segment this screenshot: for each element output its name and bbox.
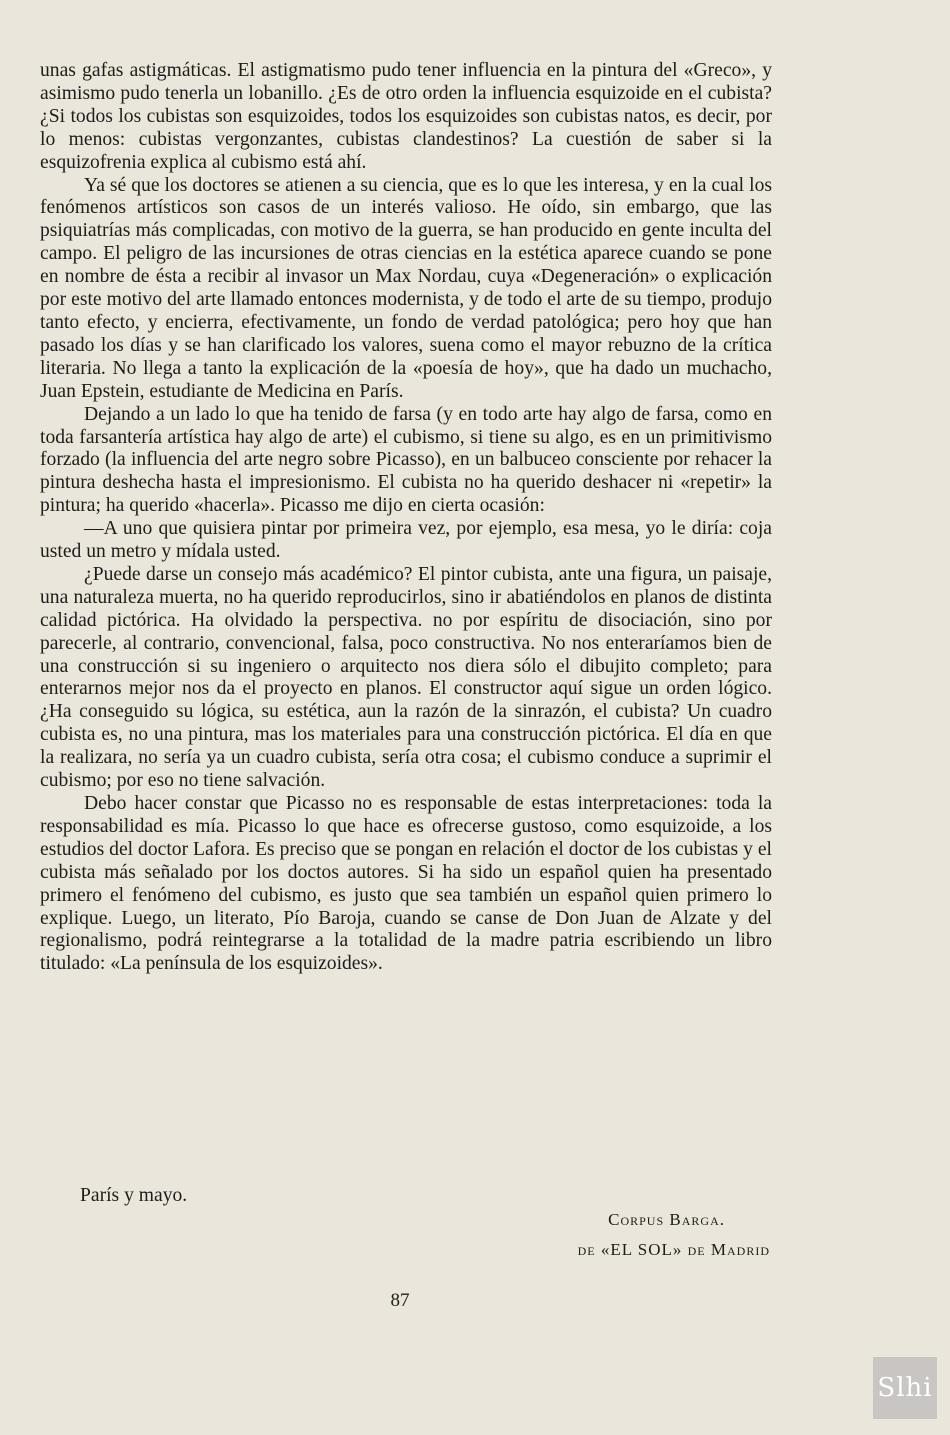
- paragraph: Ya sé que los doctores se atienen a su ciencia, que es lo que les interesa, y en la cual los fenómenos artísticos son casos de un interés valioso. He oído, sin embargo, que las psiquiatrías más complicadas, con motivo de la guerra, se han producido en gente inculta del campo. El peligro de las incursiones de otras ciencias en la estética aparece cuando se pone en nombre de ésta a recibir al invasor un Max Nordau, cuya «Degeneración» o explicación por este motivo del arte llamado entonces modernista, y de todo el arte de su tiempo, produjo tanto efecto, y encierra, efectivamente, un fondo de verdad patológica; pero hoy que han pasado los días y se han clarificado los valores, suena como el mayor rebuzno de la crítica literaria. No llega a tanto la explicación de la «poesía de hoy», que ha dado un muchacho, Juan Epstein, estudiante de Medicina en París.: [40, 174, 772, 402]
- paragraph: unas gafas astigmáticas. El astigmatismo pudo tener influencia en la pintura del «Greco», y asimismo pudo tenerla un lobanillo. ¿Es de otro orden la influencia esquizoide en el cubista? ¿Si todos los cubistas son esquizoides, todos los esquizoides son cubistas natos, es decir, por lo menos: cubistas vergonzantes, cubistas clandestinos? La cuestión de saber si la esquizofrenia explica al cubismo está ahí.: [40, 60, 772, 173]
- paragraph: Debo hacer constar que Picasso no es responsable de estas interpretaciones: toda la responsabilidad es mía. Picasso lo que hace es ofrecerse gustoso, como esquizoide, a los estudios del doctor Lafora. Es preciso que se pongan en relación el doctor de los cubistas y el cubista más señalado por los doctos autores. Si ha sido un español quien ha presentado primero el fenómeno del cubismo, es justo que sea también un español quien primero lo explique. Luego, un literato, Pío Baroja, cuando se canse de Don Juan de Alzate y del regionalismo, podrá reintegrarse a la totalidad de la madre patria escribiendo un libro titulado: «La península de los esquizoides».: [40, 793, 772, 975]
- dateline: París y mayo.: [80, 1185, 188, 1206]
- source-credit: de «EL SOL» de Madrid: [577, 1240, 770, 1259]
- page-number: 87: [390, 1290, 410, 1311]
- paragraph: ¿Puede darse un consejo más académico? El pintor cubista, ante una figura, un paisaje, una naturaleza muerta, no ha querido reproducirlos, sino ir abatiéndolos en planos de distinta calidad pictórica. Ha olvidado la perspectiva. no por espíritu de disociación, sino por parecerle, al contrario, convencional, falsa, poco constructiva. No nos enteraríamos bien de una construcción si su ingeniero o arquitecto nos diera sólo el dibujito completo; para enterarnos mejor nos da el proyecto en planos. El constructor aquí sigue un orden lógico. ¿Ha conseguido su lógica, su estética, aun la razón de la sinrazón, el cubista? Un cuadro cubista es, no una pintura, mas los materiales para una construcción pictórica. El día en que la realizara, no sería ya un cuadro cubista, sería otra cosa; el cubismo conduce a suprimir el cubismo; por eso no tiene salvación.: [40, 563, 772, 792]
- article-body: [40, 60, 772, 976]
- library-stamp-logo: Slhi: [873, 1357, 937, 1419]
- paragraph: —A uno que quisiera pintar por primeira vez, por ejemplo, esa mesa, yo le diría: coja usted un metro y mídala usted.: [40, 518, 772, 563]
- author-signature: Corpus Barga.: [608, 1210, 725, 1229]
- paragraph: Dejando a un lado lo que ha tenido de farsa (y en todo arte hay algo de farsa, como en toda farsantería artística hay algo de arte) el cubismo, si tiene su algo, es en un primitivismo forzado (la influencia del arte negro sobre Picasso), en un balbuceo consciente por rehacer la pintura deshecha hasta el impresionismo. El cubista no ha querido deshacer ni «repetir» la pintura; ha querido «hacerla». Picasso me dijo en cierta ocasión:: [40, 403, 772, 517]
